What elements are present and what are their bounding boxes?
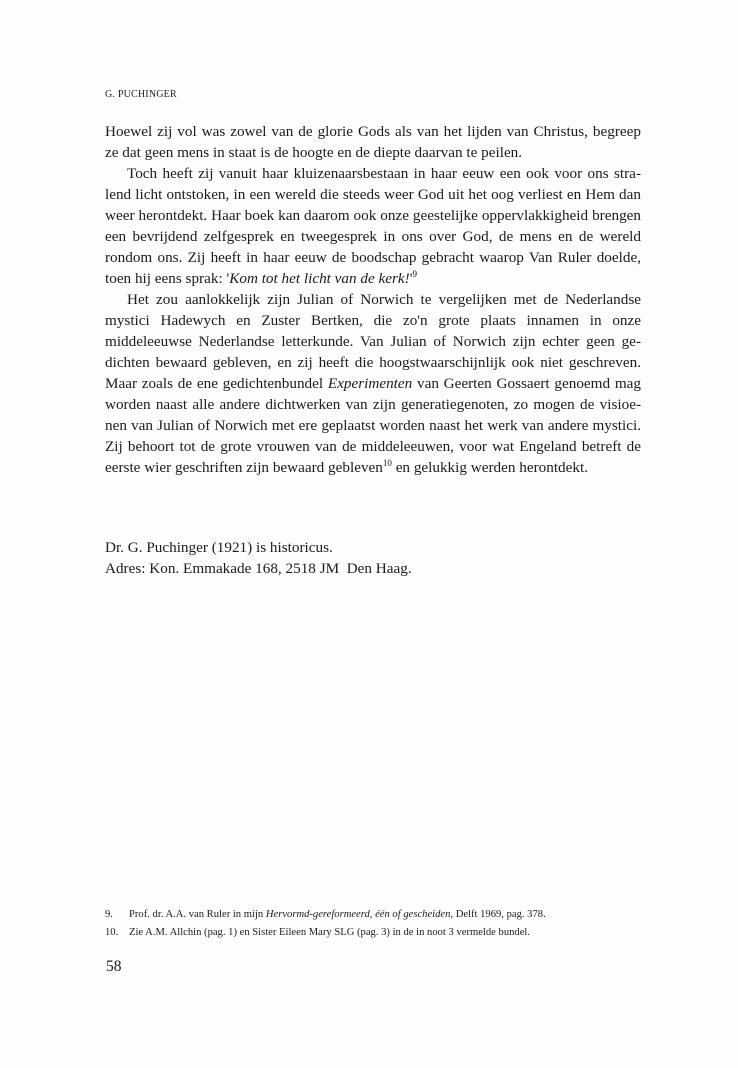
footnote-9-number: 9. xyxy=(105,909,113,920)
footnote-ref-9: 9 xyxy=(412,269,417,279)
footnote-ref-10: 10 xyxy=(382,458,392,468)
paragraph-1 xyxy=(105,121,641,163)
paragraph-3-text-c: en gelukkig werden herontdekt. xyxy=(391,459,589,476)
footnote-9-book-title: Hervormd-gereformeerd, één of gescheiden xyxy=(265,909,451,920)
running-head: G. PUCHINGER xyxy=(105,89,177,100)
quote-close: ' xyxy=(409,270,413,287)
book-title-experimenten: Experimenten xyxy=(327,375,413,392)
page-number: 58 xyxy=(106,958,122,975)
paragraph-3-text-b: van Geerten Gossaert genoemd mag worden naast alle andere dichtwerken van zijn generatiegenoten, zo mogen de visioenen van Julian of Norwich met ere geplaatst worden naast het werk van andere mystici. Zij behoort tot de grote vrouwen van de middeleeuwen, voor wat Engeland betreft de eerste wier geschriften zijn bewaard gebleven xyxy=(105,375,641,476)
footnote-10-text: Zie A.M. Allchin (pag. 1) en Sister Eileen Mary SLG (pag. 3) in de in noot 3 vermelde bundel. xyxy=(129,927,531,938)
paragraph-2-text: Toch heeft zij vanuit haar kluizenaarsbestaan in haar eeuw een ook voor ons stralend licht ontstoken, in een wereld die steeds weer God uit het oog verliest en Hem dan weer herontdekt. Haar boek kan daarom ook onze geestelijke oppervlakkigheid brengen een bevrijdend zelfgesprek en tweegesprek in ons over God, de mens en de wereld rondom ons. Zij heeft in haar eeuw de boodschap gebracht waarop Van Ruler doelde, toen hij eens sprak: ' xyxy=(105,165,641,287)
footnote-9-text-b: , Delft 1969, pag. 378. xyxy=(450,909,546,920)
author-bio: Dr. G. Puchinger (1921) is historicus. xyxy=(105,539,333,556)
paragraph-1-text: Hoewel zij vol was zowel van de glorie Gods als van het lijden van Christus, begreep ze dat geen mens in staat is de hoogte en de diepte daarvan te peilen. xyxy=(105,123,641,161)
footnote-9-text-a: Prof. dr. A.A. van Ruler in mijn xyxy=(129,909,266,920)
author-note xyxy=(105,537,412,579)
paragraph-3-text-a: Het zou aanlokkelijk zijn Julian of Norwich te vergelijken met de Nederlandse mystici Hadewych en Zuster Bertken, die zo'n grote plaats innamen in onze middeleeuwse Nederlandse letterkunde. Van Julian of Norwich zijn echter geen gedichten bewaard gebleven, en zij heeft die hoogstwaarschijnlijk ook niet geschreven. Maar zoals de ene gedichtenbundel xyxy=(105,291,641,392)
van-ruler-quote: Kom tot het licht van de kerk! xyxy=(229,270,410,287)
paragraph-2 xyxy=(105,163,641,289)
author-address: Adres: Kon. Emmakade 168, 2518 JM Den Haag. xyxy=(105,560,412,577)
footnote-10 xyxy=(105,924,665,942)
paragraph-3 xyxy=(105,289,641,478)
footnote-9 xyxy=(105,906,665,924)
body-text xyxy=(105,121,641,478)
footnotes xyxy=(105,906,665,942)
footnote-10-number: 10. xyxy=(105,927,119,938)
